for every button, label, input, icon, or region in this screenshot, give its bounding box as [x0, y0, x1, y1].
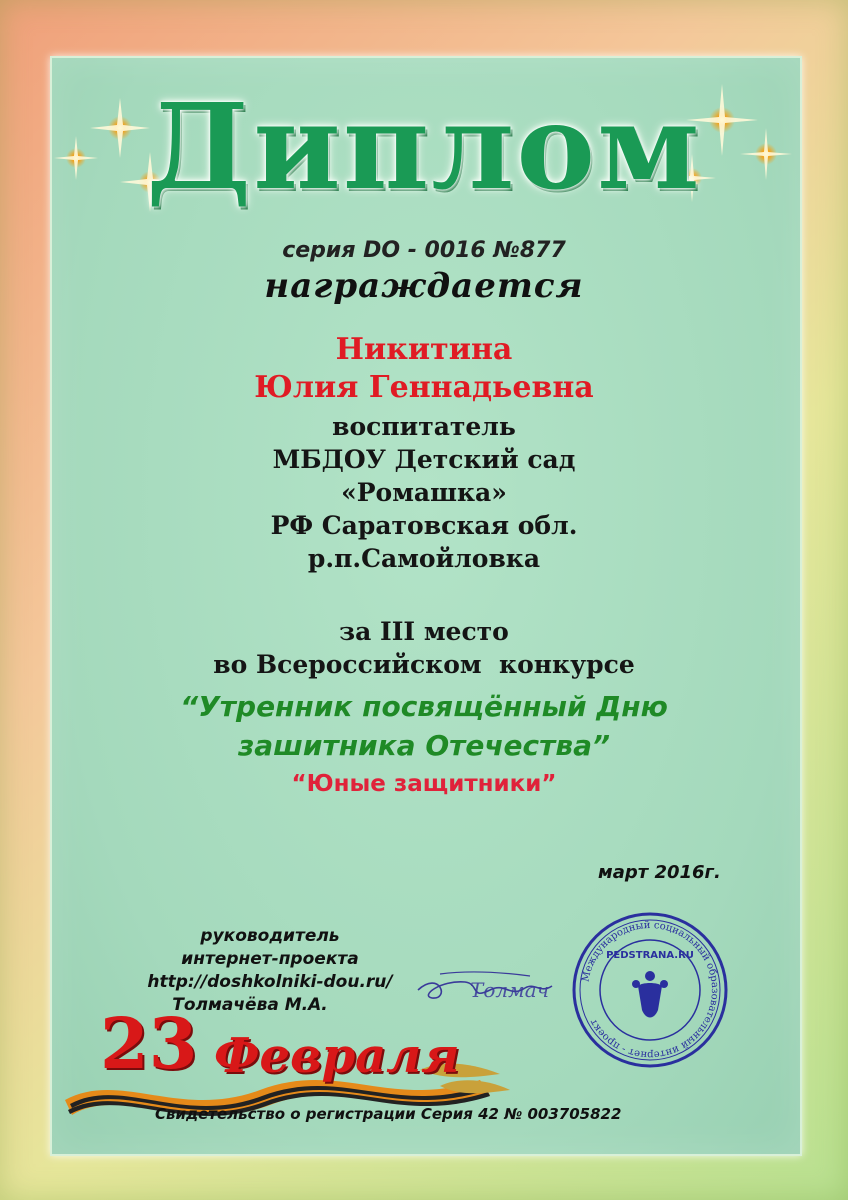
leader-url: http://doshkolniki-dou.ru/ — [147, 972, 393, 992]
registration-text: Свидетельство о регистрации Серия 42 № 003705822 — [155, 1105, 622, 1123]
holiday-word: Февраля — [214, 1028, 460, 1084]
leader-project: интернет-проекта — [181, 949, 359, 969]
seal-center-text: PEDSTRANA.RU — [606, 950, 694, 961]
holiday-number: 23 — [100, 1002, 198, 1085]
recipient-name: Юлия Геннадьевна — [254, 370, 594, 405]
recipient-surname: Никитина — [335, 332, 513, 367]
detail-region: РФ Саратовская обл. — [270, 511, 578, 540]
place-text: за III место — [339, 617, 509, 646]
signature-text: Толмач — [470, 978, 550, 1002]
awarded-label: награждается — [264, 266, 584, 306]
leader-person: Толмачёва М.А. — [172, 995, 328, 1015]
contest-text: во Всероссийском конкурсе — [213, 650, 635, 679]
detail-institution: МБДОУ Детский сад — [272, 445, 576, 474]
work-title-line-1: “Утренник посвящённый Дню — [180, 690, 668, 723]
detail-position: воспитатель — [332, 412, 516, 441]
detail-town: р.п.Самойловка — [307, 544, 541, 573]
seal-ring-text: Международный социальный образовательный интернет - проект — [580, 919, 721, 1061]
issue-date: март 2016г. — [598, 862, 721, 883]
nomination-text: “Юные защитники” — [291, 771, 557, 797]
work-title-line-2: зашитника Отечества” — [237, 729, 611, 762]
detail-institution-name: «Ромашка» — [341, 478, 507, 507]
leader-role: руководитель — [200, 926, 340, 946]
series-number: серия DO - 0016 №877 — [282, 238, 566, 263]
diploma-title: Диплом — [146, 77, 702, 216]
stamp-seal-icon — [570, 910, 730, 1070]
